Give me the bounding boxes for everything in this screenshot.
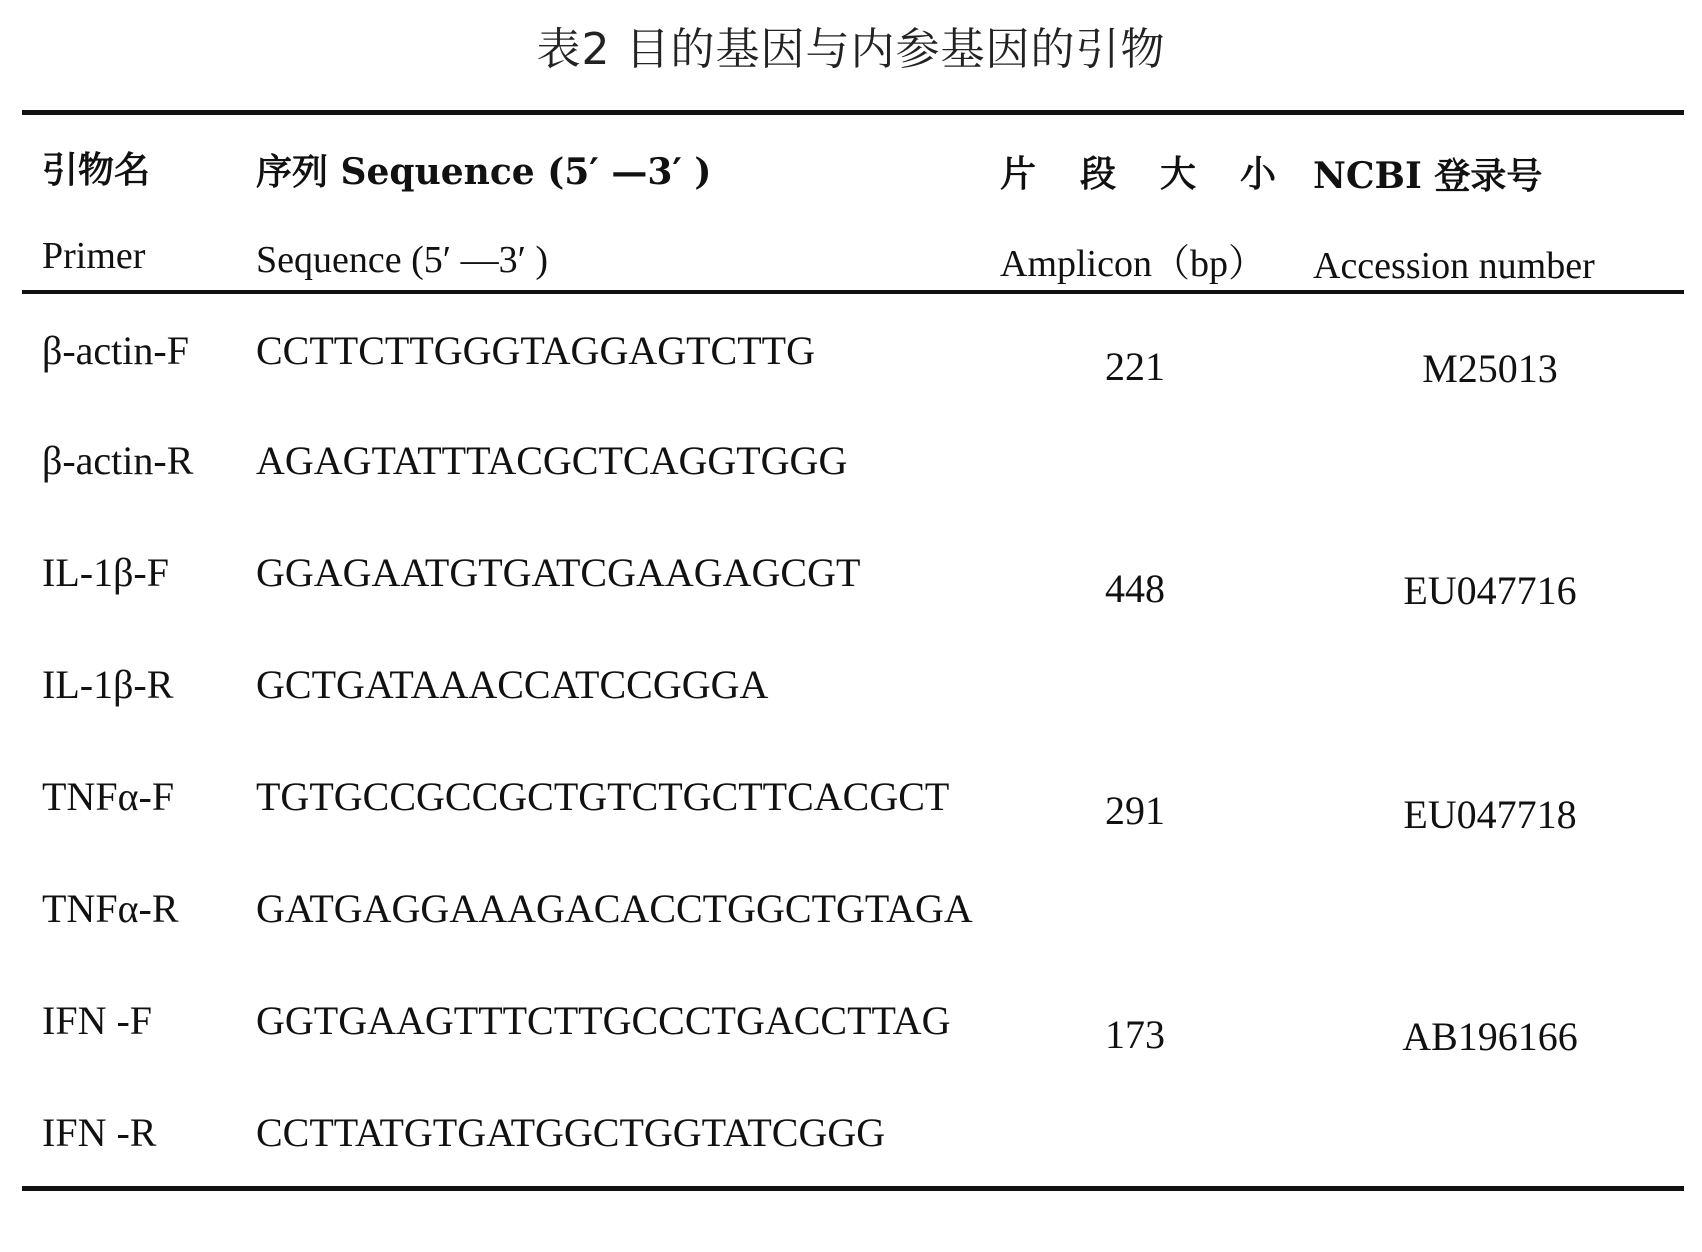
header-primer-en: Primer — [42, 235, 146, 277]
primer-sequence: TGTGCCGCCGCTGTCTGCTTCACGCT — [256, 774, 950, 819]
primer-sequence: CCTTCTTGGGTAGGAGTCTTG — [256, 328, 815, 373]
primer-name: IL-1β-F — [42, 550, 169, 595]
amplicon-size: 173 — [1105, 1012, 1165, 1057]
primer-name: TNFα-R — [42, 886, 179, 931]
primer-name: β-actin-R — [42, 438, 194, 483]
header-accession-en: Accession number — [1313, 245, 1595, 287]
amplicon-size: 291 — [1105, 788, 1165, 833]
header-sequence-cn: 序列 Sequence (5′ —3′ ) — [256, 151, 712, 193]
table-title: 表2 目的基因与内参基因的引物 — [536, 24, 1166, 75]
primer-name: IFN -R — [42, 1110, 157, 1155]
accession-number: EU047718 — [1403, 792, 1577, 837]
header-sequence-en: Sequence (5′ —3′ ) — [256, 239, 549, 281]
header-accession-cn: NCBI 登录号 — [1313, 155, 1543, 197]
primer-name: β-actin-F — [42, 328, 189, 373]
primer-sequence: GGTGAAGTTTCTTGCCCTGACCTTAG — [256, 998, 951, 1043]
primer-name: IFN -F — [42, 998, 153, 1043]
primer-name: TNFα-F — [42, 774, 175, 819]
header-amplicon-en: Amplicon（bp） — [1000, 243, 1266, 285]
amplicon-size: 448 — [1105, 566, 1165, 611]
primer-name: IL-1β-R — [42, 662, 174, 707]
header-rule — [22, 290, 1684, 294]
accession-number: AB196166 — [1402, 1014, 1578, 1059]
accession-number: EU047716 — [1403, 568, 1577, 613]
primer-sequence: GCTGATAAACCATCCGGGA — [256, 662, 769, 707]
header-primer-cn: 引物名 — [42, 149, 151, 191]
primer-sequence: GATGAGGAAAGACACCTGGCTGTAGA — [256, 886, 973, 931]
bottom-rule — [22, 1186, 1684, 1191]
amplicon-size: 221 — [1105, 344, 1165, 389]
primer-sequence: CCTTATGTGATGGCTGGTATCGGG — [256, 1110, 886, 1155]
header-amplicon-cn: 片段大小 — [1000, 153, 1321, 195]
top-rule — [22, 110, 1684, 115]
accession-number: M25013 — [1422, 346, 1558, 391]
primer-sequence: AGAGTATTTACGCTCAGGTGGG — [256, 438, 848, 483]
primer-sequence: GGAGAATGTGATCGAAGAGCGT — [256, 550, 861, 595]
